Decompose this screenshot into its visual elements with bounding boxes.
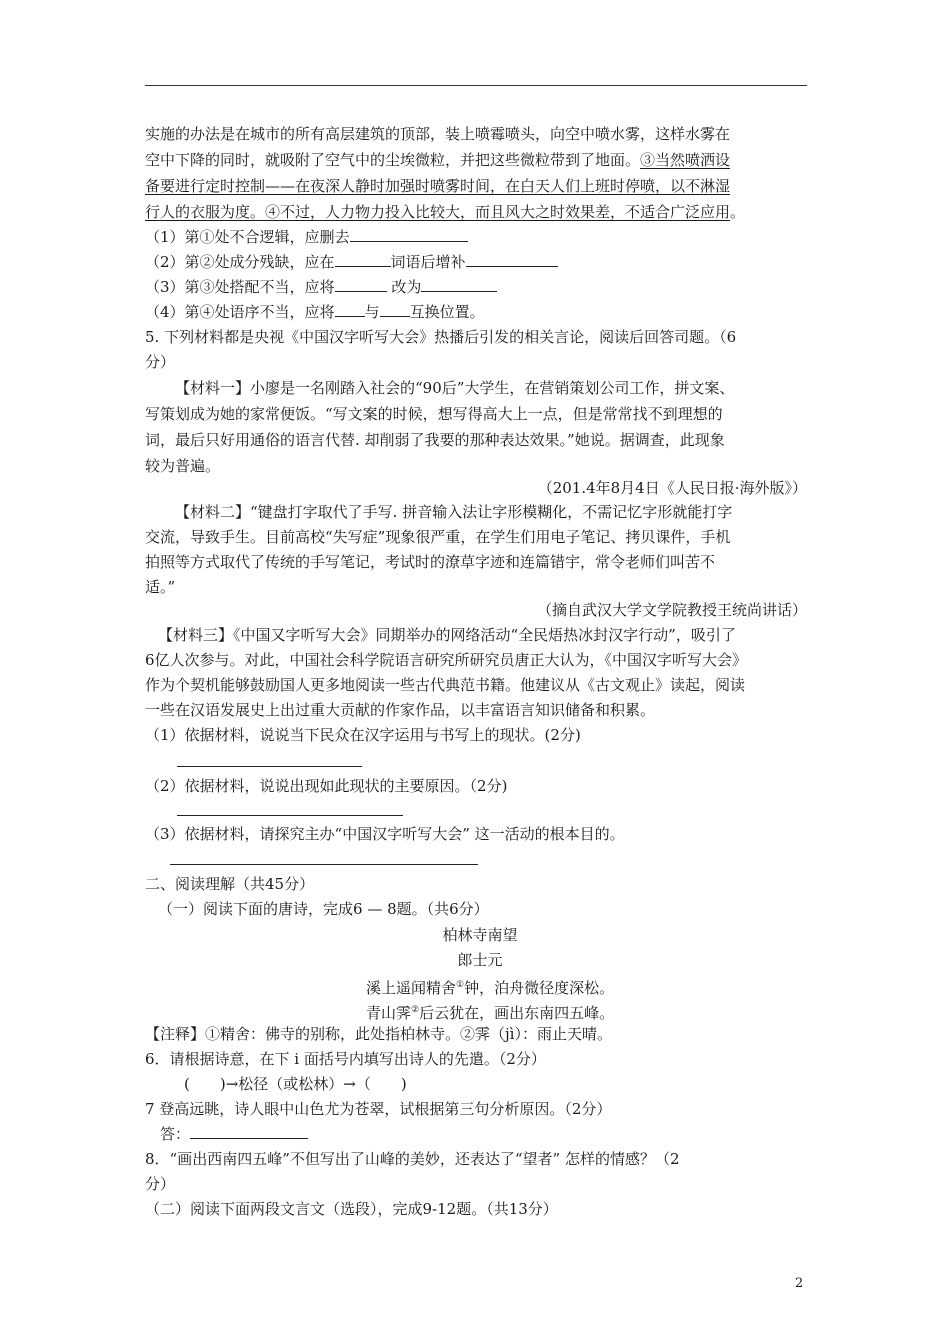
material-3: 【材料三】《中国又字听写大会》同期举办的网络活动“全民焐热冰封汉字行动”，吸引了 bbox=[158, 626, 736, 644]
question-7: 7 登高远眺，诗人眼中山色尤为苍翠，试根据第三句分析原因。（2分） bbox=[145, 1100, 612, 1118]
answer-blank[interactable] bbox=[350, 227, 468, 242]
poem-note: 【注释】①精舍：佛寺的别称，此处指柏林寺。②霁（jì）：雨止天晴。 bbox=[145, 1025, 612, 1043]
poem-line: 溪上遥闻精舍①钟，泊舟微径度深松。 bbox=[366, 979, 615, 997]
material-1: 【材料一】小廖是一名刚踏入社会的“90后”大学生，在营销策划公司工作，拼文案、 bbox=[175, 379, 735, 397]
answer-line[interactable] bbox=[170, 864, 478, 865]
question-8: 分） bbox=[145, 1175, 176, 1193]
page-number: 2 bbox=[795, 1276, 804, 1291]
material-3: 一些在汉语发展史上出过重大贡献的作家作品，以丰富语言知识储备和积累。 bbox=[145, 701, 656, 719]
answer-line[interactable] bbox=[177, 815, 403, 816]
answer-blank[interactable] bbox=[335, 252, 391, 267]
question-4-2: （2）第②处成分残缺，应在 词语后增补 bbox=[145, 250, 807, 275]
question-5-1: （1）依据材料，说说当下民众在汉字运用与书写上的现状。(2分) bbox=[145, 726, 581, 744]
question-4-1: （1）第①处不合逻辑，应删去 bbox=[145, 225, 807, 250]
passage-line: 行人的衣服为度。④不过，人力物力投入比较大，而且风大之时效果差，不适合广泛应用。 bbox=[145, 203, 746, 221]
answer-line[interactable] bbox=[177, 766, 362, 767]
section-heading: 二、阅读理解（共45分） bbox=[145, 875, 315, 893]
material-3: 6亿人次参与。对此，中国社会科学院语言研究所研究员唐正大认为，《中国汉字听写大会》 bbox=[145, 651, 748, 669]
question-6: 6．请根据诗意，在下 i 面括号内填写出诗人的先遣。（2分） bbox=[145, 1050, 546, 1068]
answer-blank[interactable] bbox=[335, 277, 387, 292]
question-4-4: （4）第④处语序不当，应将 与 互换位置。 bbox=[145, 303, 485, 321]
passage-line: 空中下降的同时，就吸附了空气中的尘埃微粒，并把这些微粒带到了地面。③当然喷洒设 bbox=[145, 151, 731, 169]
material-3: 作为个契机能够鼓励国人更多地阅读一些古代典范书籍。他建议从《古文观止》读起，阅读 bbox=[145, 676, 746, 694]
answer-blank[interactable] bbox=[335, 302, 365, 317]
passage-line: 备要进行定时控制——在夜深人静时加强时喷雾时间，在白天人们上班时停喷，以不淋湿 bbox=[145, 177, 731, 195]
poem-line: 青山霁②后云犹在，画出东南四五峰。 bbox=[366, 1004, 615, 1022]
answer-blank[interactable] bbox=[421, 277, 497, 292]
material-1: 较为普遍。 bbox=[145, 457, 221, 475]
passage-line: 实施的办法是在城市的所有高层建筑的顶部，装上喷霉喷头，向空中喷水雾，这样水雾在 bbox=[145, 125, 731, 143]
question-6-answer[interactable]: ( )→松径（或松林）→（ ) bbox=[184, 1075, 407, 1093]
subsection-heading: （二）阅读下面两段文言文（选段），完成9-12题。（共13分） bbox=[145, 1200, 558, 1218]
material-2-source: （摘自武汉大学文学院教授王统尚讲话） bbox=[536, 601, 807, 619]
material-1: 词，最后只好用通俗的语言代替. 却削弱了我要的那种表达效果。”她说。据调查，此现象 bbox=[145, 431, 725, 449]
material-2: 【材料二】“键盘打字取代了手写. 拼音输入法让字形模糊化，不需记忆字形就能打字 bbox=[175, 503, 733, 521]
question-8: 8．“画出西南四五峰”不但写出了山峰的美妙，还表达了“望者” 怎样的情感？（2 bbox=[145, 1150, 680, 1168]
answer-blank[interactable] bbox=[380, 302, 410, 317]
poem-author: 郎士元 bbox=[457, 951, 503, 969]
material-2: 适。” bbox=[145, 578, 176, 596]
header-rule bbox=[145, 85, 807, 86]
poem-title: 柏林寺南望 bbox=[442, 926, 518, 944]
answer-blank[interactable] bbox=[466, 252, 558, 267]
question-5-3: （3）依据材料，请探究主办“中国汉字听写大会” 这一活动的根本目的。 bbox=[145, 825, 625, 843]
question-5-2: （2）依据材料，说说出现如此现状的主要原因。（2分) bbox=[145, 777, 508, 795]
material-2: 拍照等方式取代了传统的手写笔记，考试时的潦草字迹和连篇错宇，常令老师们叫苦不 bbox=[145, 553, 716, 571]
material-2: 交流，导致手生。目前高校“失写症”现象很严重，在学生们用电子笔记、拷贝课件，手机 bbox=[145, 528, 731, 546]
material-1-source: （201.4年8月4日《人民日报·海外版》） bbox=[537, 479, 807, 497]
question-5: 5. 下列材料都是央视《中国汉字听写大会》热播后引发的相关言论，阅读后回答司题。（6 bbox=[145, 328, 737, 346]
answer-blank[interactable] bbox=[190, 1124, 308, 1139]
question-7-answer: 答： bbox=[160, 1122, 800, 1147]
material-1: 写策划成为她的家常便饭。“写文案的时候，想写得高大上一点，但是常常找不到理想的 bbox=[145, 405, 723, 423]
question-4-3: （3）第③处搭配不当，应将 改为 bbox=[145, 275, 807, 300]
question-5: 分） bbox=[145, 353, 176, 371]
subsection-heading: （一）阅读下面的唐诗，完成6 — 8题。（共6分） bbox=[158, 900, 489, 918]
